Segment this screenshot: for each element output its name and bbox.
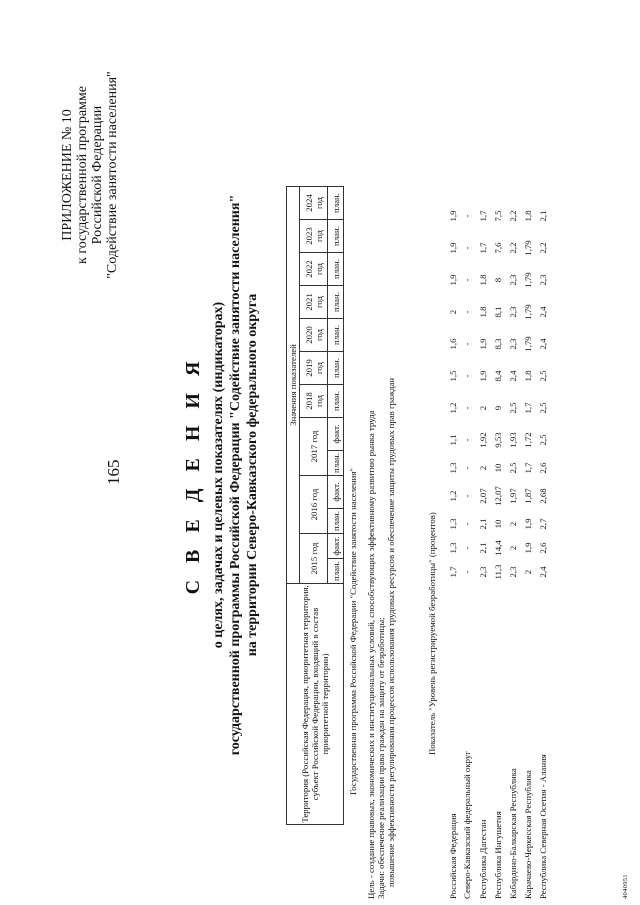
subheader-cell: факт. — [328, 476, 344, 509]
goal-text: Цель - создание правовых, экономических и институциональных условий, способствующих эффективному развитию рынка труда — [366, 410, 376, 899]
row-value: 2,2 — [538, 242, 548, 254]
table-row — [462, 0, 474, 905]
territory-column-header: Территория (Российская Федерация, приоритетная территория, субъект Российской Федерации, входящий в состав приоритетной территории) — [287, 584, 344, 825]
row-value: 1,7 — [478, 242, 488, 254]
row-value: 2,5 — [538, 434, 548, 446]
row-value: 9,53 — [493, 432, 503, 448]
row-value: - — [462, 278, 472, 282]
subheader-cell: план. — [328, 187, 344, 220]
row-value: 1,8 — [523, 370, 533, 382]
program-name: Государственная программа Российской Федерации "Содействие занятости населения" — [348, 468, 358, 795]
row-value: 1,9 — [448, 210, 458, 222]
row-value: - — [462, 522, 472, 526]
table-row — [493, 0, 505, 905]
row-value: 10 — [493, 519, 503, 529]
row-territory: Карачаево-Черкесская Республика — [523, 770, 533, 899]
row-value: 1,93 — [508, 432, 518, 448]
year-header: 2017 год — [300, 418, 328, 476]
row-value: 8 — [493, 277, 503, 283]
year-header: 2018 год — [300, 385, 328, 418]
row-value: 2,6 — [538, 542, 548, 554]
page-number: 165 — [104, 459, 123, 485]
row-territory: Российская Федерация — [448, 813, 458, 899]
row-value: - — [462, 342, 472, 346]
row-value: 2,68 — [538, 488, 548, 504]
year-header: 2024 год — [300, 187, 328, 220]
row-value: 2 — [523, 569, 533, 575]
subheader-cell: план. — [328, 509, 344, 534]
subheader-cell: план. — [328, 220, 344, 253]
row-value: 2,7 — [538, 518, 548, 530]
row-value: - — [462, 374, 472, 378]
row-value: 2,4 — [538, 338, 548, 350]
row-value: 2 — [448, 309, 458, 315]
row-value: - — [462, 406, 472, 410]
year-header: 2019 год — [300, 352, 328, 385]
row-value: 7,6 — [493, 242, 503, 254]
row-value: 2,1 — [538, 210, 548, 222]
row-value: 1,87 — [523, 488, 533, 504]
row-value: - — [462, 310, 472, 314]
row-value: 2,2 — [508, 210, 518, 222]
row-value: - — [462, 570, 472, 574]
row-value: 1,2 — [448, 490, 458, 502]
row-value: 8,1 — [493, 306, 503, 318]
row-value: 1,2 — [448, 402, 458, 414]
document-title — [180, 155, 261, 795]
subheader-cell: план. — [328, 451, 344, 476]
row-territory: Республика Ингушетия — [493, 811, 503, 899]
row-value: 2,3 — [508, 566, 518, 578]
row-value: - — [462, 438, 472, 442]
row-value: 2,5 — [508, 462, 518, 474]
row-territory: Республика Дагестан — [478, 819, 488, 899]
row-value: 9 — [493, 405, 503, 411]
row-value: 2,3 — [508, 274, 518, 286]
row-value: 8,4 — [493, 370, 503, 382]
row-value: 2,1 — [478, 518, 488, 530]
appendix-line: Российской Федерации — [90, 105, 105, 245]
row-value: - — [462, 214, 472, 218]
table-row — [448, 0, 460, 905]
subheader-cell: план. — [328, 319, 344, 352]
row-value: 1,72 — [523, 432, 533, 448]
row-value: 2 — [478, 465, 488, 471]
title-line: о целях, задачах и целевых показателях (индикаторах) — [211, 301, 226, 649]
row-value: 1,6 — [448, 338, 458, 350]
row-value: 1,9 — [448, 274, 458, 286]
row-value: 1,9 — [523, 542, 533, 554]
subheader-cell: план. — [328, 385, 344, 418]
row-value: 2,3 — [508, 306, 518, 318]
row-value: 1,1 — [448, 434, 458, 446]
values-header: Значения показателей — [287, 187, 300, 584]
row-value: 1,3 — [448, 518, 458, 530]
row-value: 1,5 — [448, 370, 458, 382]
subheader-cell: план. — [328, 559, 344, 584]
row-value: 1,3 — [448, 462, 458, 474]
row-value: 1,7 — [523, 462, 533, 474]
row-value: 12,07 — [493, 486, 503, 506]
row-value: 2 — [508, 521, 518, 527]
year-header: 2015 год — [300, 534, 328, 584]
appendix-block — [60, 55, 120, 295]
row-value: 2,5 — [538, 370, 548, 382]
table-row — [538, 0, 550, 905]
row-value: 1,79 — [523, 304, 533, 320]
row-value: 1,7 — [448, 566, 458, 578]
table-row — [508, 0, 520, 905]
row-value: 1,97 — [508, 488, 518, 504]
row-value: 1,3 — [448, 542, 458, 554]
row-value: 2,5 — [538, 402, 548, 414]
row-value: - — [462, 246, 472, 250]
row-territory: Кабардино-Балкарская Республика — [508, 768, 518, 899]
document-id: 4040951 — [622, 874, 629, 899]
row-value: 2 — [478, 405, 488, 411]
table-row — [478, 0, 490, 905]
row-value: 1,7 — [523, 402, 533, 414]
row-value: 1,79 — [523, 240, 533, 256]
row-value: 2,5 — [508, 402, 518, 414]
appendix-line: "Содействие занятости населения" — [105, 71, 120, 279]
row-value: - — [462, 546, 472, 550]
row-value: 2 — [508, 545, 518, 551]
row-value: 1,79 — [523, 272, 533, 288]
task-text: Задачи: обеспечение реализации права граждан на защиту от безработицы; — [376, 617, 386, 899]
row-value: 2,1 — [478, 542, 488, 554]
title-main: С В Е Д Е Н И Я — [182, 355, 204, 595]
row-value: 2,07 — [478, 488, 488, 504]
year-header: 2016 год — [300, 476, 328, 534]
subheader-cell: план. — [328, 286, 344, 319]
row-value: 1,8 — [523, 210, 533, 222]
row-value: 2,6 — [538, 462, 548, 474]
year-header: 2022 год — [300, 253, 328, 286]
row-value: 1,8 — [478, 306, 488, 318]
row-value: 14,4 — [493, 540, 503, 556]
row-value: 10 — [493, 463, 503, 473]
row-value: 1,9 — [478, 370, 488, 382]
row-value: 2,3 — [538, 274, 548, 286]
goal-block — [366, 378, 396, 899]
row-value: - — [462, 466, 472, 470]
table-row — [523, 0, 535, 905]
subheader-cell: факт. — [328, 534, 344, 559]
year-header: 2023 год — [300, 220, 328, 253]
table-header — [286, 186, 344, 825]
row-value: 1,9 — [478, 338, 488, 350]
appendix-line: ПРИЛОЖЕНИЕ № 10 — [60, 109, 75, 241]
row-value: 1,9 — [523, 518, 533, 530]
year-header: 2021 год — [300, 286, 328, 319]
row-value: 1,9 — [448, 242, 458, 254]
row-value: 7,5 — [493, 210, 503, 222]
row-value: 2,4 — [508, 370, 518, 382]
appendix-line: к государственной программе — [75, 86, 90, 264]
row-value: 2,3 — [478, 566, 488, 578]
indicator-title: Показатель "Уровень регистрируемой безработицы" (процентов) — [427, 512, 437, 755]
row-value: 2,3 — [508, 338, 518, 350]
row-value: 1,8 — [478, 274, 488, 286]
task-text: повышение эффективности регулирования процессов использования трудовых ресурсов и обеспечение защиты трудовых прав граждан — [386, 377, 396, 887]
row-value: 1,79 — [523, 336, 533, 352]
subheader-cell: план. — [328, 352, 344, 385]
row-value: 1,7 — [478, 210, 488, 222]
title-line: государственной программы Российской Федерации "Содействие занятости населения" — [228, 194, 243, 756]
row-territory: Северо-Кавказский федеральный округ — [462, 751, 472, 899]
row-value: 1,92 — [478, 432, 488, 448]
row-value: 8,3 — [493, 338, 503, 350]
subheader-cell: план. — [328, 253, 344, 286]
row-value: 2,4 — [538, 566, 548, 578]
title-line: на территории Северо-Кавказского федерального округа — [245, 293, 260, 657]
row-territory: Республика Северная Осетия - Алания — [538, 754, 548, 899]
year-header: 2020 год — [300, 319, 328, 352]
row-value: 11,3 — [493, 564, 503, 580]
row-value: 2,2 — [508, 242, 518, 254]
subheader-cell: факт. — [328, 418, 344, 451]
row-value: 2,4 — [538, 306, 548, 318]
row-value: - — [462, 494, 472, 498]
